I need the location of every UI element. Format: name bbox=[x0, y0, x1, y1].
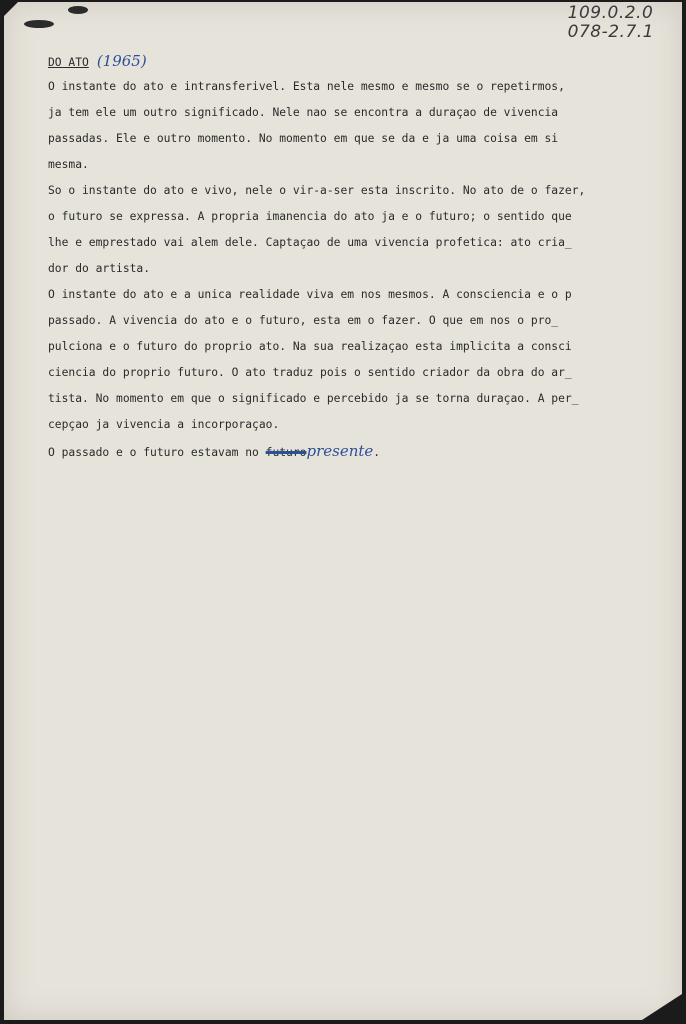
text-line: passado. A vivencia do ato e o futuro, esta em o fazer. O que em nos o pro_ bbox=[48, 314, 559, 327]
text-line: ciencia do proprio futuro. O ato traduz pois o sentido criador da obra do ar_ bbox=[48, 366, 572, 379]
text-line: o futuro se expressa. A propria imanencia do ato ja e o futuro; o sentido que bbox=[48, 210, 572, 223]
archive-number-line: 078-2.7.1 bbox=[567, 22, 654, 42]
document-page bbox=[4, 2, 682, 1020]
last-text-line bbox=[48, 438, 668, 464]
text-line: O instante do ato e a unica realidade viva em nos mesmos. A consciencia e o p bbox=[48, 288, 572, 301]
ink-stain bbox=[24, 20, 54, 28]
torn-corner-top-left bbox=[4, 2, 18, 16]
text-line: dor do artista. bbox=[48, 262, 151, 275]
text-line: So o instante do ato e vivo, nele o vir-a-ser esta inscrito. No ato de o fazer, bbox=[48, 184, 586, 197]
text-line: ja tem ele um outro significado. Nele nao se encontra a duraçao de vivencia bbox=[48, 106, 559, 119]
text-line: lhe e emprestado vai alem dele. Captaçao de uma vivencia profetica: ato cria_ bbox=[48, 236, 572, 249]
document-title: DO ATO bbox=[48, 56, 89, 69]
text-line: pulciona e o futuro do proprio ato. Na sua realizaçao esta implicita a consci bbox=[48, 340, 572, 353]
archive-number bbox=[568, 4, 654, 42]
struck-word: futuro bbox=[265, 446, 307, 459]
text-line: cepçao ja vivencia a incorporaçao. bbox=[48, 418, 280, 431]
title-row bbox=[48, 48, 668, 74]
text-line: O instante do ato e intransferivel. Esta nele mesmo e mesmo se o repetirmos, bbox=[48, 80, 565, 93]
archive-number-line: 109.0.2.0 bbox=[567, 3, 654, 23]
text-line: mesma. bbox=[48, 158, 89, 171]
typed-text-block bbox=[48, 48, 668, 464]
torn-corner-bottom-right bbox=[642, 994, 682, 1020]
ink-stain bbox=[68, 6, 88, 14]
last-line-suffix: . bbox=[373, 446, 381, 459]
handwritten-year: (1965) bbox=[96, 52, 147, 70]
handwritten-correction: presente bbox=[306, 442, 374, 460]
text-line: passadas. Ele e outro momento. No momento em que se da e ja uma coisa em si bbox=[48, 132, 559, 145]
last-line-prefix: O passado e o futuro estavam no bbox=[48, 446, 266, 459]
text-line: tista. No momento em que o significado e percebido ja se torna duraçao. A per_ bbox=[48, 392, 579, 405]
